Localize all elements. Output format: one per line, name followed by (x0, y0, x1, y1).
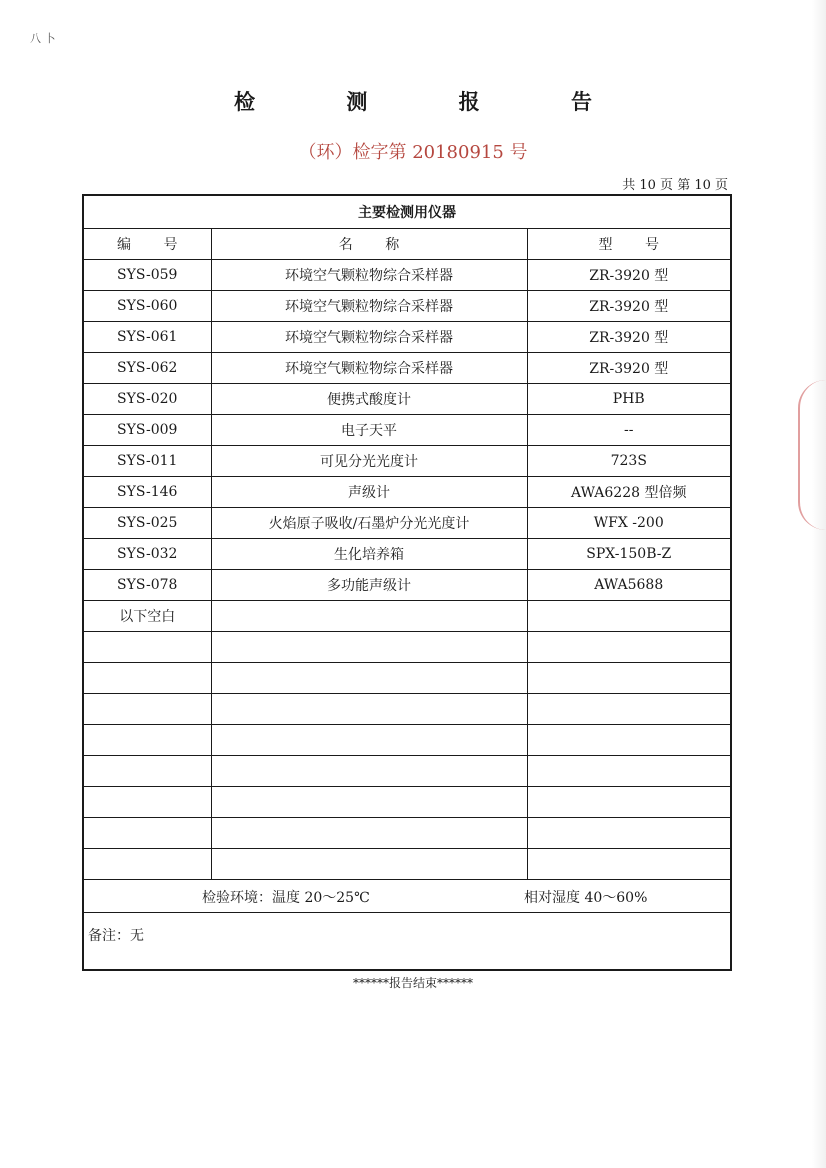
cell-name (211, 787, 527, 818)
cell-id: SYS-011 (83, 446, 211, 477)
table-row (83, 694, 731, 725)
table-row (83, 291, 731, 322)
cell-model (527, 756, 731, 787)
cell-id (83, 725, 211, 756)
header-name: 名 称 (211, 229, 527, 260)
cell-name: 环境空气颗粒物综合采样器 (211, 322, 527, 353)
cell-id: SYS-062 (83, 353, 211, 384)
environment-temperature: 检验环境：温度 20～25℃ (202, 890, 370, 906)
instrument-table (82, 194, 732, 971)
cell-name: 生化培养箱 (211, 539, 527, 570)
environment-cell (83, 880, 731, 913)
table-row (83, 725, 731, 756)
table-row (83, 353, 731, 384)
table-header-row (83, 229, 731, 260)
table-row (83, 818, 731, 849)
cell-model: ZR-3920 型 (527, 260, 731, 291)
environment-row (83, 880, 731, 913)
cell-model: 723S (527, 446, 731, 477)
table-row (83, 663, 731, 694)
table-row (83, 756, 731, 787)
cell-name: 环境空气颗粒物综合采样器 (211, 353, 527, 384)
table-row (83, 787, 731, 818)
table-row (83, 415, 731, 446)
cell-model (527, 818, 731, 849)
report-title: 检 测 报 告 (234, 89, 634, 114)
cell-id (83, 849, 211, 880)
cell-name: 可见分光光度计 (211, 446, 527, 477)
cell-name (211, 756, 527, 787)
table-row (83, 849, 731, 880)
page-edge (812, 0, 826, 1168)
cell-id: SYS-146 (83, 477, 211, 508)
cell-id (83, 756, 211, 787)
cell-model: SPX-150B-Z (527, 539, 731, 570)
cell-id: 以下空白 (83, 601, 211, 632)
cell-name: 多功能声级计 (211, 570, 527, 601)
report-end-marker: ******报告结束****** (352, 976, 473, 990)
cell-name (211, 601, 527, 632)
cell-id (83, 787, 211, 818)
table-row (83, 508, 731, 539)
table-row (83, 632, 731, 663)
cell-id (83, 694, 211, 725)
cell-id: SYS-061 (83, 322, 211, 353)
cell-id: SYS-009 (83, 415, 211, 446)
cell-model (527, 849, 731, 880)
cell-model: -- (527, 415, 731, 446)
cell-name (211, 725, 527, 756)
remarks-row (83, 913, 731, 971)
cell-id (83, 632, 211, 663)
cell-id: SYS-025 (83, 508, 211, 539)
cell-name (211, 632, 527, 663)
cell-model (527, 694, 731, 725)
table-row (83, 322, 731, 353)
table-caption: 主要检测用仪器 (83, 195, 731, 229)
cell-name: 火焰原子吸收/石墨炉分光光度计 (211, 508, 527, 539)
cell-id (83, 663, 211, 694)
table-row (83, 570, 731, 601)
cell-id (83, 818, 211, 849)
cell-name: 声级计 (211, 477, 527, 508)
cell-id: SYS-078 (83, 570, 211, 601)
cell-model: AWA6228 型倍频 (527, 477, 731, 508)
cell-model (527, 787, 731, 818)
cell-model (527, 601, 731, 632)
table-caption-row (83, 195, 731, 229)
page-count: 共 10 页 第 10 页 (622, 178, 728, 193)
header-model: 型 号 (527, 229, 731, 260)
cell-model (527, 725, 731, 756)
table-row (83, 446, 731, 477)
cell-name (211, 663, 527, 694)
cell-name (211, 818, 527, 849)
table-row (83, 601, 731, 632)
table-row (83, 539, 731, 570)
cell-id: SYS-059 (83, 260, 211, 291)
cell-id: SYS-032 (83, 539, 211, 570)
cell-model: ZR-3920 型 (527, 353, 731, 384)
cell-name: 电子天平 (211, 415, 527, 446)
table-row (83, 384, 731, 415)
cell-model (527, 632, 731, 663)
table-row (83, 260, 731, 291)
environment-humidity: 相对湿度 40～60% (524, 890, 648, 906)
cell-name (211, 694, 527, 725)
remarks-cell: 备注：无 (83, 913, 731, 971)
cell-name: 便携式酸度计 (211, 384, 527, 415)
cell-id: SYS-020 (83, 384, 211, 415)
cell-model: ZR-3920 型 (527, 291, 731, 322)
table-row (83, 477, 731, 508)
cell-model (527, 663, 731, 694)
cell-name: 环境空气颗粒物综合采样器 (211, 291, 527, 322)
report-number: （环）检字第 20180915 号 (298, 142, 528, 163)
cell-model: WFX -200 (527, 508, 731, 539)
header-id: 编 号 (83, 229, 211, 260)
cell-id: SYS-060 (83, 291, 211, 322)
cell-name: 环境空气颗粒物综合采样器 (211, 260, 527, 291)
cell-model: AWA5688 (527, 570, 731, 601)
corner-mark: 八 卜 (30, 32, 56, 45)
cell-name (211, 849, 527, 880)
cell-model: PHB (527, 384, 731, 415)
cell-model: ZR-3920 型 (527, 322, 731, 353)
seal-stamp (798, 380, 826, 530)
